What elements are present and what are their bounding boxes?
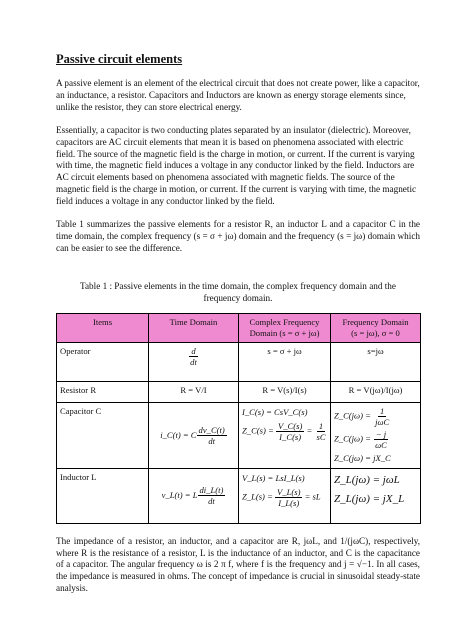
capacitor-freq-fraction1	[373, 406, 391, 427]
header-frequency-domain	[331, 313, 421, 342]
table-header-row	[57, 313, 421, 342]
capacitor-complex-eq1: I_C(s) = CsV_C(s)	[242, 406, 308, 417]
document-page	[56, 52, 420, 606]
inductor-complex-den: I_L(s)	[278, 497, 300, 508]
capacitor-time-den: dt	[208, 435, 216, 446]
inductor-freq-eq1: Z_L(jω) = jωL	[334, 473, 400, 486]
capacitor-complex-fraction2	[314, 421, 327, 442]
impedance-text-a: The impedance of a resistor, an inductor, and a capacitor are R, jωL, and 1/(jωC), respectively, where R is the resistance of a resistor, L is the inductance of an inductor, and C is the capacitance of a capacitor. The angular frequency ω is 2 π f, where f is the frequency and j =	[56, 535, 420, 570]
table-row-resistor	[57, 381, 421, 402]
cell-capacitor-time	[149, 402, 239, 468]
cell-capacitor-frequency	[331, 402, 421, 468]
inductor-complex-fraction	[275, 487, 302, 508]
inductor-time-lhs: v_L(t) = L	[161, 490, 198, 501]
header-time-domain: Time Domain	[149, 313, 239, 342]
inductor-time-fraction	[198, 485, 226, 506]
passive-elements-table	[56, 313, 421, 524]
cell-inductor-frequency	[331, 468, 421, 523]
capacitor-complex-fraction1	[276, 421, 304, 442]
cell-inductor-label: Inductor L	[57, 468, 149, 523]
page-title: Passive circuit elements	[56, 52, 183, 66]
header-items: Items	[57, 313, 149, 342]
paragraph-intro: A passive element is an element of the electrical circuit that does not create power, like a capacitor, an inductance, a resistor. Capacitors and Inductors are known as energy storage elements since, unlike the resistor, they can store electrical energy.	[56, 78, 420, 112]
inductor-freq-eq2: Z_L(jω) = jX_L	[334, 492, 405, 505]
header-complex-line1: Complex Frequency	[249, 316, 320, 327]
cell-resistor-complex: R = V(s)/I(s)	[239, 381, 331, 402]
cell-operator-complex: s = σ + jω	[239, 342, 331, 381]
cell-inductor-time	[149, 468, 239, 523]
inductor-complex-eq1: V_L(s) = LsI_L(s)	[242, 472, 305, 483]
table-row-capacitor	[57, 402, 421, 468]
paragraph-impedance	[56, 536, 420, 596]
table-row-inductor	[57, 468, 421, 523]
inductor-complex-eq2-rhs: = sL	[304, 491, 321, 502]
header-frequency-line1: Frequency Domain	[342, 316, 409, 327]
cell-resistor-frequency: R = V(jω)/I(jω)	[331, 381, 421, 402]
capacitor-freq-num1: 1	[380, 405, 385, 416]
operator-den: dt	[190, 356, 197, 367]
cell-inductor-complex	[239, 468, 331, 523]
capacitor-complex-eq2-lhs: Z_C(s) =	[242, 425, 274, 436]
cell-resistor-label: Resistor R	[57, 381, 149, 402]
sqrt-minus-one: √−1	[356, 559, 372, 570]
capacitor-time-fraction	[197, 425, 227, 446]
capacitor-freq-eq2-lhs: Z_C(jω) =	[334, 433, 371, 444]
cell-operator-time	[149, 342, 239, 381]
table-caption: Table 1 : Passive elements in the time domain, the complex frequency domain and the frequency domain.	[80, 280, 396, 303]
cell-capacitor-label: Capacitor C	[57, 402, 149, 468]
capacitor-freq-den2: ωC	[375, 439, 387, 450]
header-complex-line2: Domain (s = σ + jω)	[249, 327, 320, 338]
cell-resistor-time: R = V/I	[149, 381, 239, 402]
header-complex-domain	[239, 313, 331, 342]
inductor-complex-eq2-lhs: Z_L(s) =	[242, 491, 273, 502]
capacitor-time-lhs: i_C(t) = C	[160, 429, 197, 440]
capacitor-complex-num1: V_C(s)	[277, 420, 303, 431]
capacitor-complex-equals: =	[306, 425, 313, 436]
table-row-operator	[57, 342, 421, 381]
impedance-text-b: . In all cases, the impedance is measured in ohms. The concept of impedance is crucial in sinusoidal steady-state analysis.	[56, 559, 420, 594]
inductor-time-num: di_L(t)	[199, 485, 224, 496]
capacitor-freq-eq1-lhs: Z_C(jω) =	[334, 410, 371, 421]
operator-num: d	[191, 345, 196, 356]
capacitor-freq-den1: jωC	[375, 416, 390, 427]
inductor-complex-num: V_L(s)	[277, 486, 301, 497]
capacitor-complex-num2: 1	[318, 420, 324, 431]
cell-operator-frequency: s=jω	[331, 342, 421, 381]
cell-operator-label: Operator	[57, 342, 149, 381]
paragraph-capacitor-inductor: Essentially, a capacitor is two conducting plates separated by an insulator (dielectric). Moreover, capacitors are AC circuit elements that mean it is based on phenomena associated with electric field. The source of the magnetic field is the charge in motion, or current. If the current is varying with time, the magnetic field induces a voltage in any conductor linked by the field. Inductors are AC circuit elements based on phenomena associated with magnetic fields. The source of the magnetic field is the charge in motion, or current. If the current is varying with time, the magnetic field induces a voltage in any conductor linked by the field.	[56, 124, 417, 207]
capacitor-freq-eq3: Z_C(jω) = jX_C	[334, 452, 391, 463]
capacitor-complex-den1: I_C(s)	[279, 431, 302, 442]
capacitor-freq-fraction2	[373, 429, 389, 450]
capacitor-complex-den2: sC	[316, 431, 326, 442]
header-frequency-line2: (s = jω), σ = 0	[351, 327, 400, 338]
paragraph-table-summary: Table 1 summarizes the passive elements for a resistor R, an inductor L and a capacitor C in the time domain, the complex frequency (s = σ + jω) domain and the frequency (s = jω) domain which can be easier to see the difference.	[56, 219, 420, 253]
capacitor-freq-num2: − j	[375, 428, 387, 439]
operator-derivative	[188, 346, 199, 367]
cell-capacitor-complex	[239, 402, 331, 468]
capacitor-time-num: dv_C(t)	[198, 424, 225, 435]
inductor-time-den: dt	[208, 496, 215, 507]
